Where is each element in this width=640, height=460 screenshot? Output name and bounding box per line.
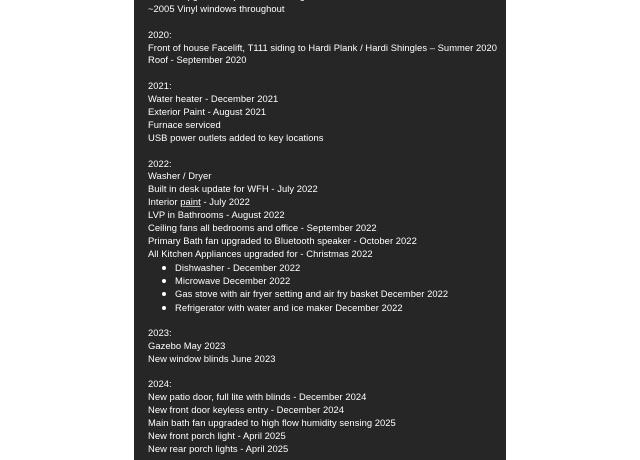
text-run: Interior xyxy=(148,196,181,208)
doc-line: New window blinds June 2023 xyxy=(148,352,276,364)
doc-line: Roof - September 2020 xyxy=(148,54,247,66)
doc-line: LVP in Bathrooms - August 2022 xyxy=(148,209,285,221)
doc-line: Washer / Dryer xyxy=(148,170,212,182)
list-item: Gas stove with air fryer setting and air fry basket December 2022 xyxy=(148,287,498,300)
bullet-icon xyxy=(162,306,166,310)
doc-line: Exterior Paint - August 2021 xyxy=(148,106,267,118)
doc-line: Water heater - December 2021 xyxy=(148,93,279,105)
doc-line: All Kitchen Appliances upgraded for - Christmas 2022 xyxy=(148,247,373,259)
list-item: Microwave December 2022 xyxy=(148,274,498,287)
bullet-icon xyxy=(162,292,166,296)
text-run: - July 2022 xyxy=(200,196,250,208)
bullet-icon xyxy=(162,266,166,270)
doc-line: New front door keyless entry - December 2024 xyxy=(148,404,345,416)
spellcheck-underlined-word[interactable]: paint xyxy=(180,196,201,208)
document-body xyxy=(148,0,498,456)
section-heading-2020: 2020: xyxy=(148,28,172,40)
appliance-bullet-list xyxy=(148,261,498,314)
section-heading-2024: 2024: xyxy=(148,378,172,390)
section-heading-2021: 2021: xyxy=(148,80,172,92)
bullet-icon xyxy=(162,279,166,283)
section-heading-2023: 2023: xyxy=(148,326,172,338)
doc-line: Main bath fan upgraded to high flow humidity sensing 2025 xyxy=(148,417,396,429)
list-item: Dishwasher - December 2022 xyxy=(148,261,498,274)
doc-line: USB power outlets added to key locations xyxy=(148,131,324,143)
doc-line-interior-paint xyxy=(148,196,498,209)
doc-line: Gazebo May 2023 xyxy=(148,339,226,351)
list-item: Refrigerator with water and ice maker December 2022 xyxy=(148,301,498,314)
doc-line: New rear porch lights - April 2025 xyxy=(148,442,289,454)
doc-line: Furnace serviced xyxy=(148,118,221,130)
doc-line: Ceiling fans all bedrooms and office - September 2022 xyxy=(148,222,377,234)
doc-line: Front of house Facelift, T111 siding to Hardi Plank / Hardi Shingles – Summer 2020 xyxy=(148,41,498,53)
doc-line: New patio door, full lite with blinds - December 2024 xyxy=(148,391,367,403)
doc-line: New front porch light - April 2025 xyxy=(148,429,286,441)
doc-line: ~2005 Vinyl windows throughout xyxy=(148,2,285,14)
doc-line: Primary Bath fan upgraded to Bluetooth speaker - October 2022 xyxy=(148,234,417,246)
section-heading-2022: 2022: xyxy=(148,157,172,169)
document-panel xyxy=(134,0,506,460)
doc-line: Built in desk update for WFH - July 2022 xyxy=(148,183,318,195)
